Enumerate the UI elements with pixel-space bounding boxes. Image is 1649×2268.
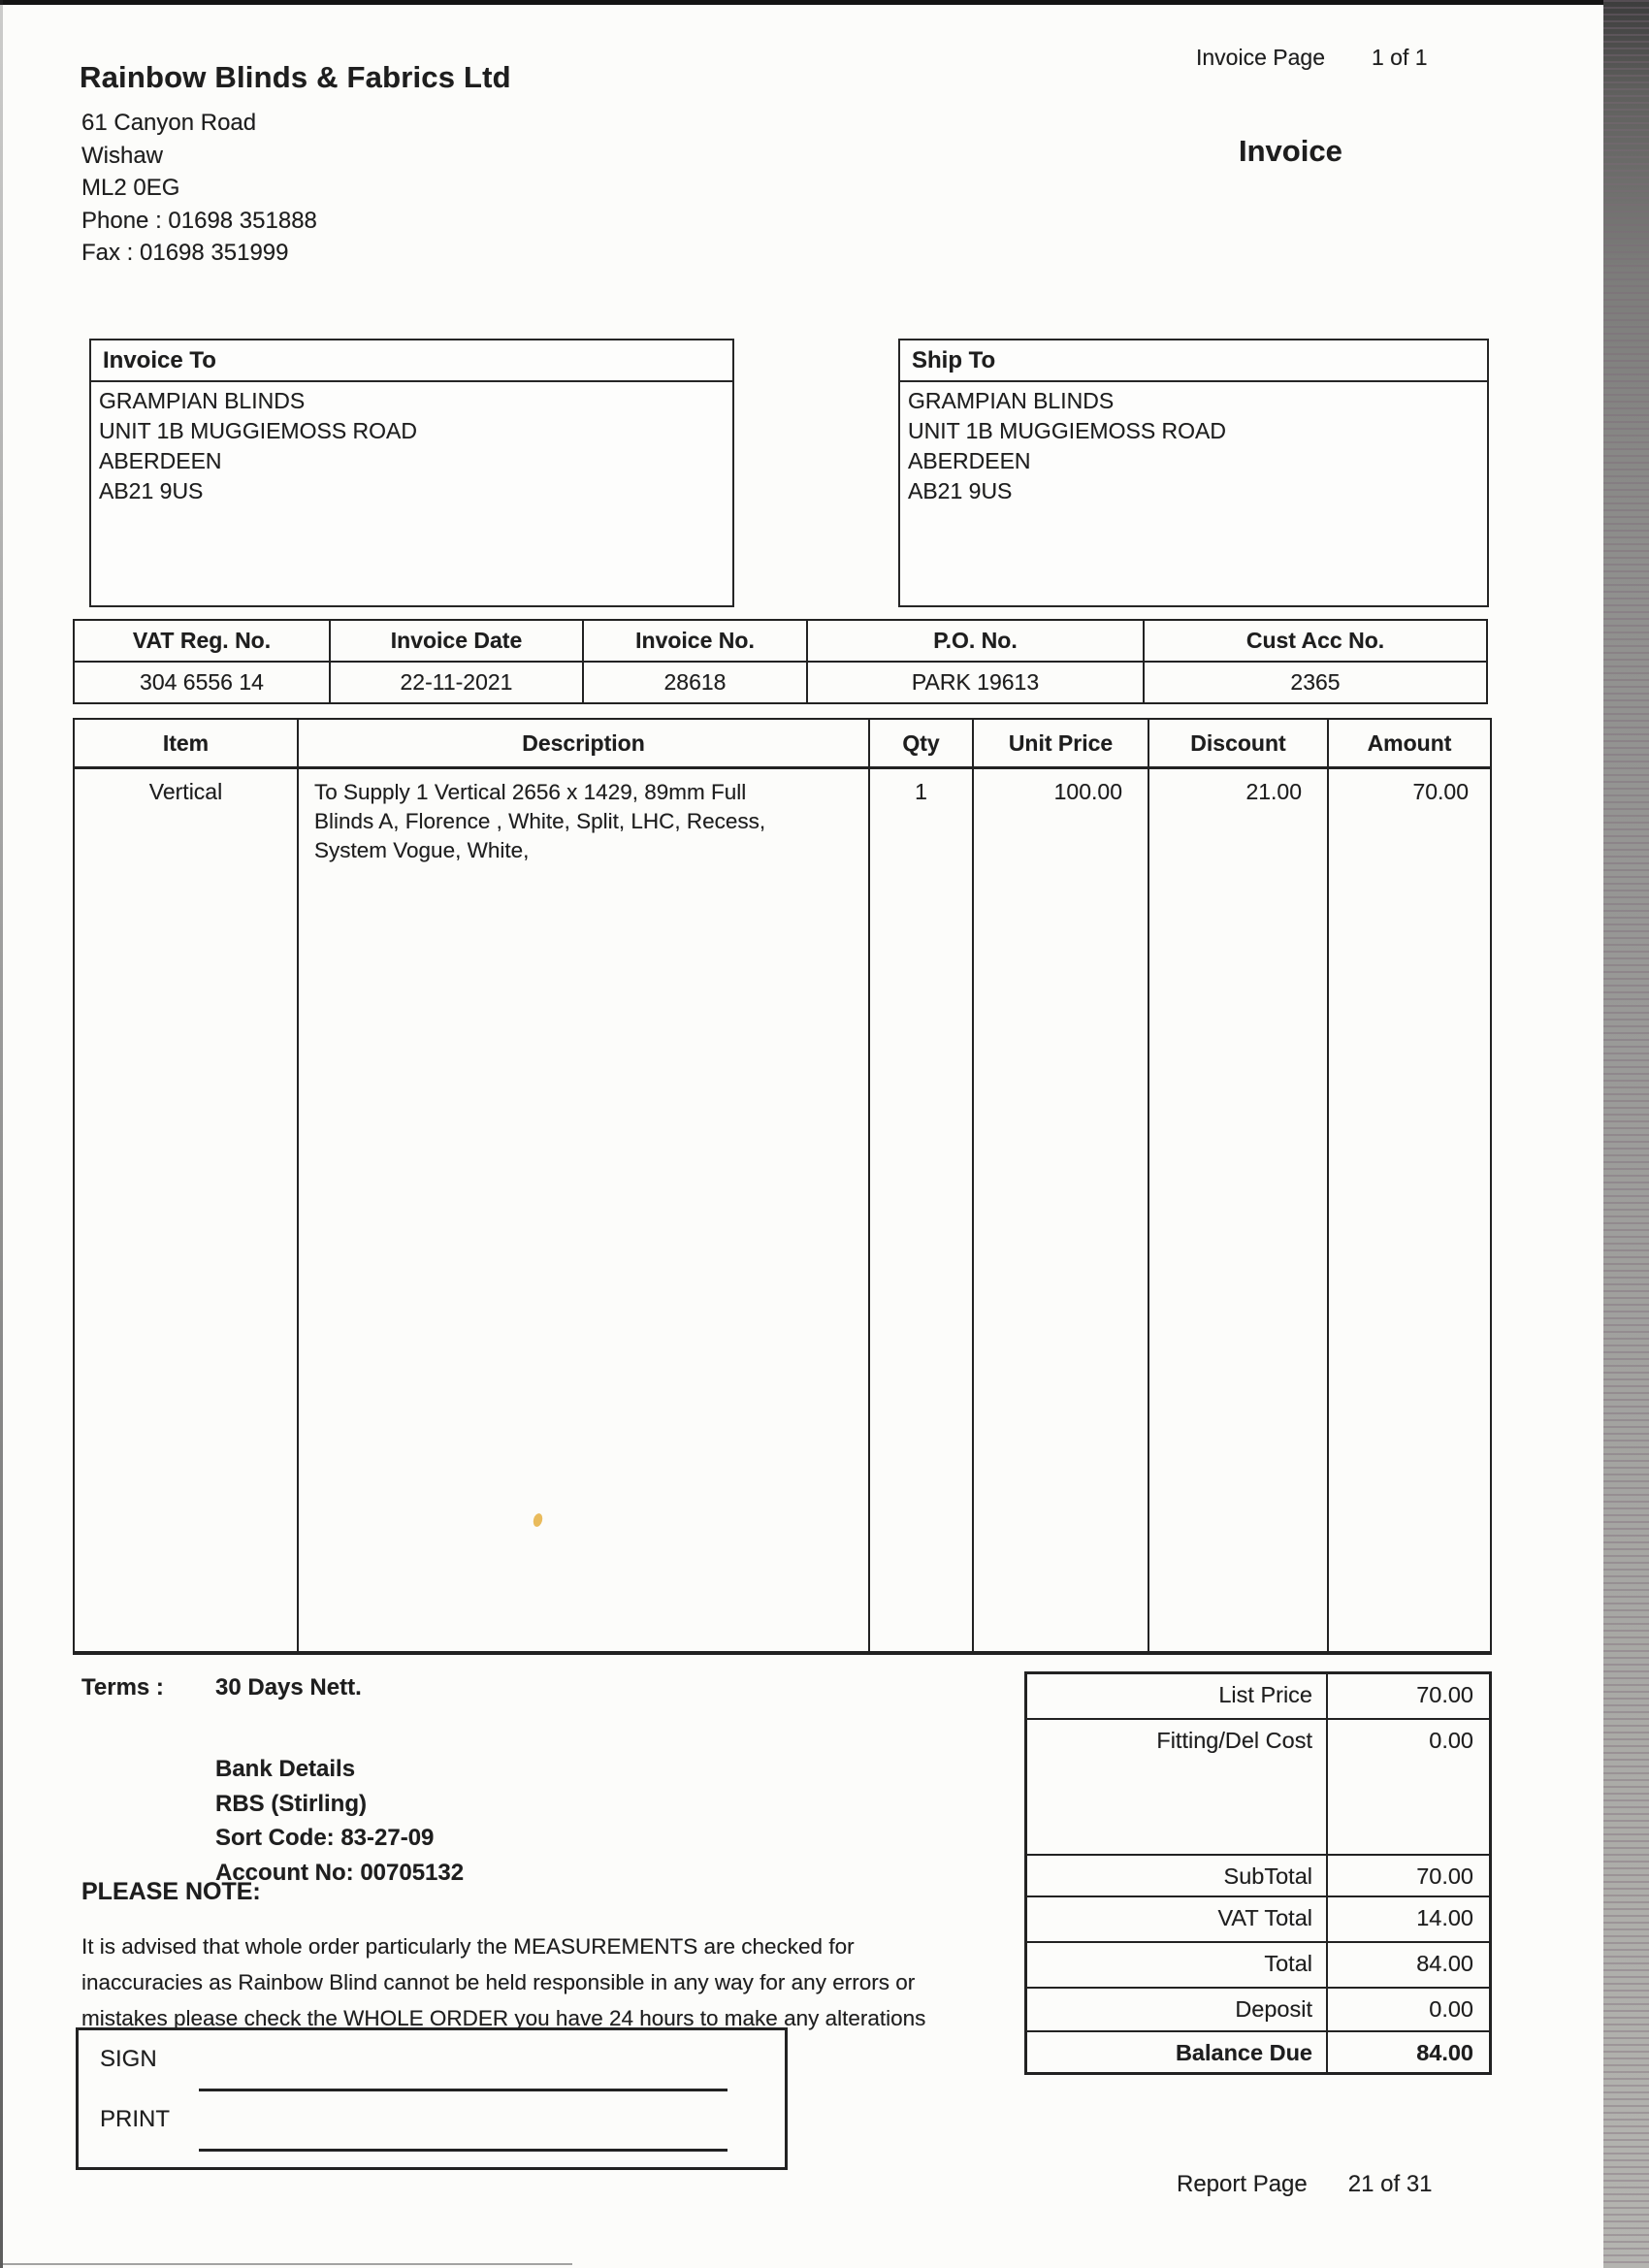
report-page-value: 21 of 31 bbox=[1347, 2171, 1433, 2197]
note-line: mistakes please check the WHOLE ORDER you have 24 hours to make any alterations bbox=[81, 2006, 926, 2030]
note-line: inaccuracies as Rainbow Blind cannot be held responsible in any way for any errors or bbox=[81, 1970, 916, 1994]
items-header-discount: Discount bbox=[1149, 720, 1329, 766]
totals-value: 84.00 bbox=[1416, 2040, 1473, 2065]
terms-value: 30 Days Nett. bbox=[215, 1674, 362, 1701]
totals-value: 70.00 bbox=[1416, 1863, 1473, 1889]
ship-to-heading: Ship To bbox=[900, 340, 1487, 382]
totals-row-vat-total bbox=[1027, 1897, 1489, 1943]
totals-label: List Price bbox=[1027, 1674, 1328, 1718]
page-indicator-label: Invoice Page bbox=[1196, 45, 1325, 70]
address-line: Wishaw bbox=[81, 142, 164, 169]
meta-value-vat-reg: 304 6556 14 bbox=[75, 663, 331, 702]
totals-row-balance-due bbox=[1027, 2032, 1489, 2072]
totals-table bbox=[1024, 1671, 1492, 2075]
totals-value: 70.00 bbox=[1416, 1682, 1473, 1707]
note-line: It is advised that whole order particularly the MEASUREMENTS are checked for bbox=[81, 1934, 855, 1959]
totals-label: VAT Total bbox=[1027, 1897, 1328, 1941]
totals-value: 0.00 bbox=[1429, 1728, 1473, 1753]
meta-header-vat-reg: VAT Reg. No. bbox=[75, 621, 331, 661]
items-header-description: Description bbox=[299, 720, 870, 766]
report-page-label: Report Page bbox=[1177, 2171, 1308, 2197]
scan-right-band bbox=[1603, 0, 1649, 2268]
invoice-to-address bbox=[91, 382, 732, 506]
print-label: PRINT bbox=[100, 2106, 170, 2132]
ship-to-line: AB21 9US bbox=[908, 478, 1013, 503]
please-note-body bbox=[81, 1928, 925, 2036]
item-cell-qty: 1 bbox=[870, 769, 974, 1651]
ship-to-address bbox=[900, 382, 1487, 506]
totals-label: Deposit bbox=[1027, 1989, 1328, 2030]
address-line: Phone : 01698 351888 bbox=[81, 207, 317, 234]
items-header-amount: Amount bbox=[1367, 729, 1452, 756]
report-page-indicator bbox=[1177, 2171, 1433, 2198]
scan-left-edge bbox=[0, 0, 3, 2268]
invoice-to-box bbox=[89, 339, 734, 607]
bank-details-block bbox=[215, 1752, 464, 1890]
items-header-qty: Qty bbox=[870, 720, 974, 766]
totals-label: Total bbox=[1027, 1943, 1328, 1987]
description-line: Blinds A, Florence , White, Split, LHC, Recess, bbox=[314, 809, 766, 833]
items-body-row bbox=[75, 769, 1490, 1651]
please-note-heading: PLEASE NOTE: bbox=[81, 1878, 261, 1905]
items-header-unit-price: Unit Price bbox=[974, 720, 1149, 766]
totals-value: 84.00 bbox=[1416, 1951, 1473, 1976]
meta-header-po-no: P.O. No. bbox=[808, 621, 1145, 661]
totals-label: SubTotal bbox=[1027, 1856, 1328, 1895]
bank-sort-code: Sort Code: 83-27-09 bbox=[215, 1825, 435, 1851]
meta-value-cust-acc: 2365 bbox=[1290, 669, 1341, 695]
description-line: System Vogue, White, bbox=[314, 838, 530, 862]
scan-top-edge bbox=[0, 0, 1649, 5]
sign-line bbox=[199, 2089, 728, 2091]
line-items-table bbox=[73, 718, 1492, 1655]
totals-row-subtotal bbox=[1027, 1856, 1489, 1897]
meta-value-po-no: PARK 19613 bbox=[808, 663, 1145, 702]
totals-row-fitting-del-cost bbox=[1027, 1720, 1489, 1856]
terms-label: Terms : bbox=[81, 1674, 164, 1701]
page-indicator bbox=[1196, 45, 1428, 71]
invoice-to-line: AB21 9US bbox=[99, 478, 204, 503]
ship-to-line: UNIT 1B MUGGIEMOSS ROAD bbox=[908, 418, 1227, 443]
meta-header-cust-acc: Cust Acc No. bbox=[1245, 628, 1385, 653]
meta-header-invoice-date: Invoice Date bbox=[331, 621, 584, 661]
totals-value: 14.00 bbox=[1416, 1905, 1473, 1930]
bank-name: RBS (Stirling) bbox=[215, 1790, 367, 1817]
invoice-meta-table bbox=[73, 619, 1488, 704]
address-line: ML2 0EG bbox=[81, 175, 180, 201]
scan-bottom-edge bbox=[0, 2263, 572, 2265]
ship-to-box bbox=[898, 339, 1489, 607]
meta-header-invoice-no: Invoice No. bbox=[584, 621, 808, 661]
address-line: 61 Canyon Road bbox=[81, 110, 257, 136]
description-line: To Supply 1 Vertical 2656 x 1429, 89mm Full bbox=[314, 780, 747, 804]
invoice-to-line: GRAMPIAN BLINDS bbox=[99, 388, 306, 413]
invoice-to-line: UNIT 1B MUGGIEMOSS ROAD bbox=[99, 418, 418, 443]
bank-account-no: Account No: 00705132 bbox=[215, 1859, 465, 1886]
meta-header-row bbox=[75, 621, 1486, 663]
bank-details-heading: Bank Details bbox=[215, 1756, 356, 1782]
totals-value: 0.00 bbox=[1429, 1996, 1473, 2022]
item-cell-unit-price: 100.00 bbox=[974, 769, 1149, 1651]
item-cell-discount: 21.00 bbox=[1149, 769, 1329, 1651]
items-header-item: Item bbox=[75, 720, 299, 766]
meta-value-invoice-date: 22-11-2021 bbox=[331, 663, 584, 702]
totals-row-list-price bbox=[1027, 1674, 1489, 1720]
totals-label: Balance Due bbox=[1027, 2032, 1328, 2072]
totals-row-total bbox=[1027, 1943, 1489, 1989]
item-cell-description bbox=[299, 769, 870, 1651]
sign-label: SIGN bbox=[100, 2046, 157, 2072]
invoice-to-heading: Invoice To bbox=[91, 340, 732, 382]
totals-row-deposit bbox=[1027, 1989, 1489, 2032]
company-name: Rainbow Blinds & Fabrics Ltd bbox=[80, 60, 511, 94]
ship-to-line: GRAMPIAN BLINDS bbox=[908, 388, 1115, 413]
document-title: Invoice bbox=[1239, 134, 1342, 168]
meta-value-invoice-no: 28618 bbox=[584, 663, 808, 702]
items-header-row bbox=[75, 720, 1490, 769]
address-line: Fax : 01698 351999 bbox=[81, 240, 289, 266]
invoice-to-line: ABERDEEN bbox=[99, 448, 222, 473]
ship-to-line: ABERDEEN bbox=[908, 448, 1031, 473]
totals-label: Fitting/Del Cost bbox=[1027, 1720, 1328, 1854]
company-address bbox=[81, 107, 317, 270]
meta-value-row bbox=[75, 663, 1486, 702]
item-cell-amount: 70.00 bbox=[1412, 779, 1469, 804]
item-cell-item: Vertical bbox=[75, 769, 299, 1651]
signature-box bbox=[76, 2027, 788, 2170]
page-indicator-value: 1 of 1 bbox=[1371, 45, 1428, 70]
print-line bbox=[199, 2149, 728, 2152]
